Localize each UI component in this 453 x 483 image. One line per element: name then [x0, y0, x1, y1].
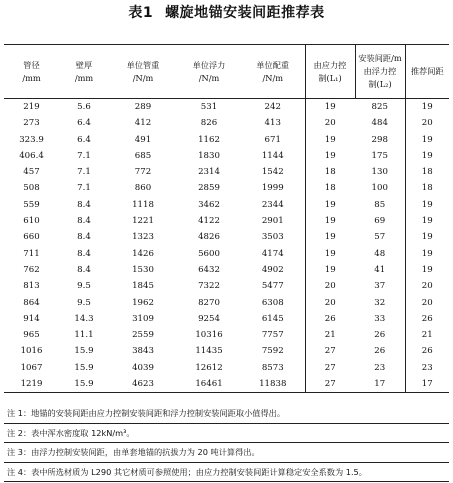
- table-cell: 1426: [132, 248, 154, 259]
- table-row: [4, 278, 449, 294]
- table-cell: 19: [305, 246, 355, 262]
- table-cell: 11838: [241, 376, 305, 393]
- table-cell: 26: [355, 327, 405, 343]
- table-cell: 406.4: [19, 150, 44, 161]
- table-cell: 2859: [198, 183, 220, 194]
- table-cell: 242: [264, 102, 281, 112]
- table-cell: 19: [305, 99, 355, 116]
- table-cell: 3843: [132, 346, 154, 357]
- table-cell: 413: [264, 118, 281, 129]
- table-cell: 1999: [261, 183, 284, 194]
- table-cell: 16461: [177, 376, 241, 393]
- table-row: [4, 115, 449, 131]
- table-row: [4, 327, 449, 343]
- table-row: [4, 99, 449, 116]
- note-1: 注 1：地锚的安装间距由应力控制安装间距和浮力控制安装间距取小值得出。: [4, 404, 449, 424]
- table-cell: 5.6: [77, 102, 91, 112]
- table-cell: 15.9: [74, 346, 94, 357]
- note-4: 注 4：表中所选材质为 L290 其它材质可参照使用；由应力控制安装间距计算稳定安全系数为 1.5。: [4, 463, 449, 483]
- table-cell: 4122: [198, 216, 220, 227]
- table-cell: 1067: [20, 362, 43, 373]
- table-cell: 1221: [132, 216, 154, 227]
- table-row: [4, 246, 449, 262]
- table-cell: 610: [23, 216, 40, 227]
- table-cell: 20: [305, 278, 355, 294]
- table-cell: 85: [355, 197, 405, 213]
- table-cell: 57: [355, 229, 405, 245]
- table-cell: 772: [134, 167, 152, 178]
- table-cell: 69: [355, 213, 405, 229]
- table-cell: 491: [134, 134, 152, 145]
- table-cell: 825: [355, 99, 405, 116]
- table-cell: 762: [23, 264, 40, 275]
- table-cell: 4174: [261, 248, 284, 259]
- table-cell: 484: [355, 115, 405, 131]
- table-cell: 273: [23, 118, 40, 129]
- table-cell: 711: [23, 248, 40, 259]
- table-cell: 19: [421, 216, 433, 227]
- table-cell: 48: [355, 246, 405, 262]
- table-cell: 19: [421, 150, 433, 161]
- table-cell: 19: [305, 213, 355, 229]
- table-cell: 15.9: [74, 362, 94, 373]
- table-cell: 323.9: [19, 134, 44, 145]
- table-cell: 7592: [261, 346, 284, 357]
- table-cell: 27: [305, 343, 355, 359]
- table-cell: 813: [23, 281, 40, 292]
- table-cell: 8.4: [77, 248, 91, 259]
- table-cell: 11435: [195, 346, 223, 357]
- table-notes: [4, 404, 449, 482]
- table-cell: 7.1: [77, 167, 91, 178]
- table-cell: 8270: [198, 297, 220, 308]
- table-cell: 26: [305, 311, 355, 327]
- header-pipe-diameter: 管径 /mm: [4, 45, 59, 99]
- table-cell: 3462: [198, 199, 220, 210]
- table-cell: 15.9: [59, 376, 109, 393]
- table-title: [0, 2, 453, 22]
- table-cell: 914: [23, 313, 40, 324]
- table-cell: 27: [305, 360, 355, 376]
- table-cell: 1219: [4, 376, 59, 393]
- table-cell: 1830: [198, 150, 220, 161]
- header-row: [4, 45, 449, 99]
- table-cell: 20: [421, 281, 433, 292]
- table-cell: 14.3: [74, 313, 94, 324]
- table-cell: 7.1: [77, 150, 91, 161]
- table-cell: 19: [305, 262, 355, 278]
- table-cell: 19: [421, 134, 433, 145]
- table-cell: 21: [421, 330, 433, 341]
- table-cell: 289: [134, 102, 152, 112]
- table-cell: 7757: [261, 330, 284, 341]
- table-cell: 18: [305, 164, 355, 180]
- table-cell: 6308: [261, 297, 284, 308]
- table-row: [4, 180, 449, 196]
- table-row: [4, 213, 449, 229]
- table-row: [4, 343, 449, 359]
- table-cell: 26: [355, 343, 405, 359]
- table-cell: 1845: [132, 281, 154, 292]
- table-cell: 130: [355, 164, 405, 180]
- header-buoyancy-controlled: 安装间距/m 由浮力控 制(L₂): [355, 45, 405, 99]
- table-cell: 8.4: [77, 264, 91, 275]
- table-cell: 2314: [198, 167, 220, 178]
- table-cell: 19: [305, 229, 355, 245]
- table-cell: 7322: [198, 281, 220, 292]
- table-body: [4, 99, 449, 393]
- table-row: [4, 311, 449, 327]
- table-cell: 9.5: [77, 281, 91, 292]
- table-cell: 660: [23, 232, 40, 243]
- table-cell: 19: [421, 199, 433, 210]
- table-cell: 6.4: [77, 134, 91, 145]
- table-cell: 6432: [198, 264, 220, 275]
- header-wall-thickness: 壁厚 /mm: [59, 45, 109, 99]
- table-cell: 8.4: [77, 199, 91, 210]
- table-cell: 508: [23, 183, 40, 194]
- table-row: [4, 148, 449, 164]
- table-cell: 9254: [198, 313, 220, 324]
- table-cell: 175: [355, 148, 405, 164]
- table-cell: 671: [264, 134, 281, 145]
- table-number: 表1: [128, 5, 154, 21]
- table-row: [4, 262, 449, 278]
- table-cell: 23: [355, 360, 405, 376]
- table-row: [4, 132, 449, 148]
- table-cell: 860: [134, 183, 152, 194]
- table-cell: 20: [421, 297, 433, 308]
- table-cell: 17: [405, 376, 449, 393]
- table-cell: 4623: [109, 376, 177, 393]
- table-cell: 18: [421, 167, 433, 178]
- table-row: [4, 197, 449, 213]
- table-cell: 8.4: [77, 216, 91, 227]
- header-unit-counterweight: 单位配重 /N/m: [241, 45, 305, 99]
- table-cell: 37: [355, 278, 405, 294]
- table-row: [4, 360, 449, 376]
- header-unit-pipe-weight: 单位管重 /N/m: [109, 45, 177, 99]
- table-cell: 19: [421, 232, 433, 243]
- table-cell: 864: [23, 297, 40, 308]
- table-row: [4, 164, 449, 180]
- table-title-text: 螺旋地锚安装间距推荐表: [165, 5, 325, 21]
- table-cell: 20: [421, 118, 433, 129]
- table-cell: 559: [23, 199, 40, 210]
- table-cell: 1118: [132, 199, 154, 210]
- header-stress-controlled: 由应力控 制(L₁): [305, 45, 355, 99]
- table-cell: 19: [305, 132, 355, 148]
- table-cell: 7.1: [77, 183, 91, 194]
- table-cell: 219: [23, 102, 40, 112]
- table-cell: 9.5: [77, 297, 91, 308]
- table-cell: 3109: [132, 313, 154, 324]
- table-cell: 412: [134, 118, 152, 129]
- table-cell: 19: [305, 197, 355, 213]
- table-cell: 18: [305, 180, 355, 196]
- table-cell: 5477: [261, 281, 284, 292]
- table-cell: 8.4: [77, 232, 91, 243]
- table-cell: 5600: [198, 248, 220, 259]
- note-2: 注 2：表中浑水密度取 12kN/m³。: [4, 424, 449, 444]
- table-cell: 1530: [132, 264, 154, 275]
- table-cell: 11.1: [74, 330, 94, 341]
- anchor-spacing-table: [4, 44, 449, 393]
- table-cell: 19: [305, 148, 355, 164]
- table-cell: 457: [23, 167, 40, 178]
- table-cell: 6145: [261, 313, 284, 324]
- table-cell: 26: [421, 346, 433, 357]
- table-cell: 8573: [261, 362, 284, 373]
- table-cell: 1962: [132, 297, 154, 308]
- table-cell: 4826: [198, 232, 220, 243]
- table-cell: 41: [355, 262, 405, 278]
- table-cell: 685: [134, 150, 152, 161]
- table-cell: 1323: [132, 232, 154, 243]
- header-unit-buoyancy: 单位浮力 /N/m: [177, 45, 241, 99]
- table-row: [4, 229, 449, 245]
- table-cell: 20: [305, 295, 355, 311]
- table-cell: 18: [421, 183, 433, 194]
- table-cell: 298: [355, 132, 405, 148]
- table-cell: 20: [305, 115, 355, 131]
- table-cell: 33: [355, 311, 405, 327]
- note-3: 注 3：由浮力控制安装间距，由单套地锚的抗拔力为 20 吨计算得出。: [4, 443, 449, 463]
- table-cell: 1542: [261, 167, 284, 178]
- table-cell: 19: [421, 248, 433, 259]
- table-cell: 100: [355, 180, 405, 196]
- table-cell: 26: [421, 313, 433, 324]
- table-cell: 12612: [195, 362, 223, 373]
- header-recommended-spacing: 推荐间距: [405, 45, 449, 99]
- table-cell: 1016: [20, 346, 43, 357]
- table-cell: 826: [200, 118, 218, 129]
- table-cell: 4039: [132, 362, 154, 373]
- table-cell: 19: [421, 264, 433, 275]
- table-cell: 10316: [195, 330, 223, 341]
- table-cell: 23: [421, 362, 433, 373]
- table-cell: 21: [305, 327, 355, 343]
- table-cell: 2344: [261, 199, 284, 210]
- table-cell: 3503: [261, 232, 284, 243]
- table-cell: 2901: [261, 216, 284, 227]
- table-cell: 531: [200, 102, 218, 112]
- table-cell: 17: [355, 376, 405, 393]
- table-cell: 965: [23, 330, 40, 341]
- table-cell: 19: [421, 102, 433, 112]
- table-cell: 2559: [132, 330, 154, 341]
- table-cell: 32: [355, 295, 405, 311]
- table-cell: 4902: [261, 264, 284, 275]
- table-row: [4, 295, 449, 311]
- table-cell: 1144: [261, 150, 284, 161]
- table-cell: 1162: [198, 134, 220, 145]
- table-cell: 27: [305, 376, 355, 393]
- table-cell: 6.4: [77, 118, 91, 129]
- table-row: [4, 376, 449, 393]
